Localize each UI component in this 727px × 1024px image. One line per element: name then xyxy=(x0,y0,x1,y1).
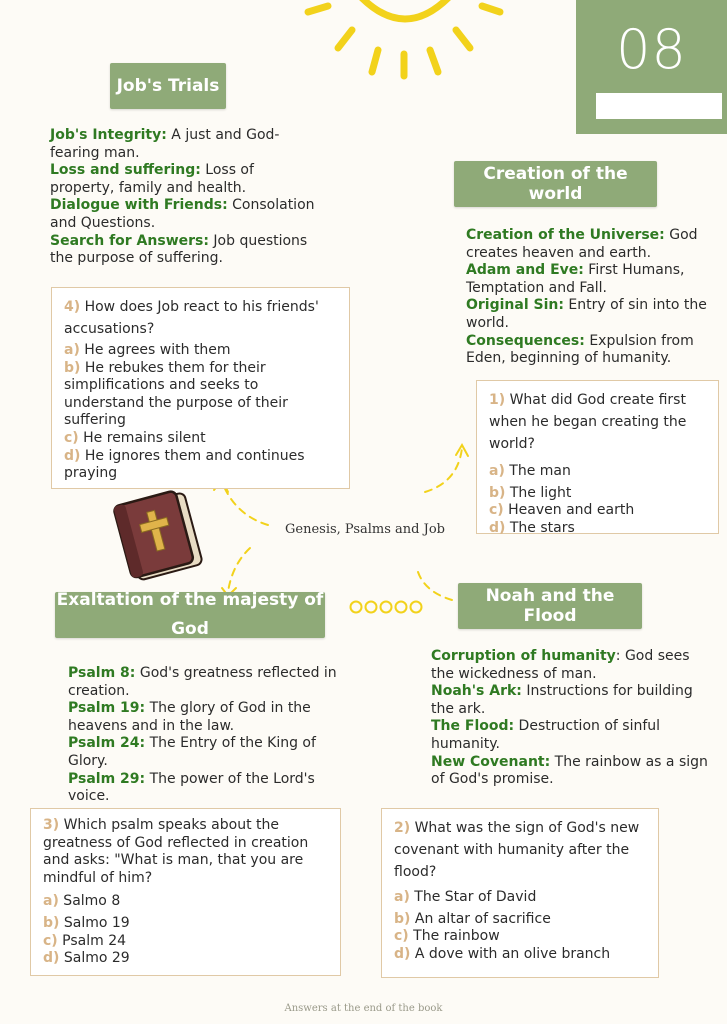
bubbles-decoration xyxy=(348,598,430,616)
question-2-option-b: b) An altar of sacrifice xyxy=(394,910,551,927)
page-number: 08 xyxy=(616,18,687,81)
question-2-box xyxy=(381,808,659,978)
job-info xyxy=(50,127,320,268)
question-3-box xyxy=(30,808,341,976)
question-1-box xyxy=(476,380,719,534)
question-1-option-d: d) The stars xyxy=(489,519,575,536)
question-2-text: 2) What was the sign of God's new covenant with humanity after the flood? xyxy=(394,820,640,880)
psalms-info xyxy=(68,665,343,806)
question-2-option-a: a) The Star of David xyxy=(394,889,537,905)
creation-item-3: Original Sin: Entry of sin into the world. xyxy=(466,297,707,331)
psalms-item-1: Psalm 8: God's greatness reflected in creation. xyxy=(68,665,337,699)
question-3-option-a: a) Salmo 8 xyxy=(43,893,121,910)
question-2-option-c: c) The rainbow xyxy=(394,928,500,945)
psalms-item-3: Psalm 24: The Entry of the King of Glory. xyxy=(68,735,316,769)
job-item-2: Loss and suffering: Loss of property, family and health. xyxy=(50,162,254,196)
title-creation: Creation of the world xyxy=(454,161,657,207)
job-item-3: Dialogue with Friends: Consolation and Questions. xyxy=(50,197,315,231)
question-1-option-a: a) The man xyxy=(489,463,571,479)
question-3-option-d: d) Salmo 29 xyxy=(43,950,130,967)
question-4-option-d: d) He ignores them and continues praying xyxy=(64,447,305,482)
center-label: Genesis, Psalms and Job xyxy=(285,522,445,537)
psalms-item-4: Psalm 29: The power of the Lord's voice. xyxy=(68,770,315,805)
noah-item-1: Corruption of humanity: God sees the wickedness of man. xyxy=(431,648,690,682)
question-1-option-b: b) The light xyxy=(489,484,572,501)
bible-icon xyxy=(112,486,206,584)
question-4-text: 4) How does Job react to his friends' accusations? xyxy=(64,299,319,337)
question-3-text: 3) Which psalm speaks about the greatness of God reflected in creation and asks: "What is man, that you are mindful of him? xyxy=(43,817,309,886)
psalms-item-2: Psalm 19: The glory of God in the heavens and in the law. xyxy=(68,700,311,734)
question-4-option-b: b) He rebukes them for their simplifications and seeks to understand the purpose of their suffering xyxy=(64,359,288,429)
title-noah: Noah and the Flood xyxy=(458,583,642,629)
noah-info xyxy=(431,648,716,789)
creation-item-2: Adam and Eve: First Humans, Temptation and Fall. xyxy=(466,262,685,296)
footer-note: Answers at the end of the book xyxy=(284,1003,443,1014)
question-2-option-d: d) A dove with an olive branch xyxy=(394,945,611,962)
question-4-option-a: a) He agrees with them xyxy=(64,342,231,358)
question-1-option-c: c) Heaven and earth xyxy=(489,502,635,519)
noah-item-3: The Flood: Destruction of sinful humanity. xyxy=(431,718,661,752)
noah-item-2: Noah's Ark: Instructions for building the ark. xyxy=(431,683,693,717)
creation-item-4: Consequences: Expulsion from Eden, beginning of humanity. xyxy=(466,332,694,367)
question-1-text: 1) What did God create first when he began creating the world? xyxy=(489,392,687,452)
job-item-4: Search for Answers: Job questions the purpose of suffering. xyxy=(50,232,308,267)
question-4-box xyxy=(51,287,350,489)
question-4-option-c: c) He remains silent xyxy=(64,429,206,446)
job-item-1: Job's Integrity: A just and God-fearing man. xyxy=(50,127,280,161)
title-psalms: Exaltation of the majesty of God xyxy=(56,590,324,639)
question-3-option-c: c) Psalm 24 xyxy=(43,932,127,949)
question-3-option-b: b) Salmo 19 xyxy=(43,914,130,931)
noah-item-4: New Covenant: The rainbow as a sign of God's promise. xyxy=(431,753,708,788)
creation-info xyxy=(466,227,714,368)
title-job-trials: Job's Trials xyxy=(110,63,226,109)
creation-item-1: Creation of the Universe: God creates heaven and earth. xyxy=(466,227,698,261)
